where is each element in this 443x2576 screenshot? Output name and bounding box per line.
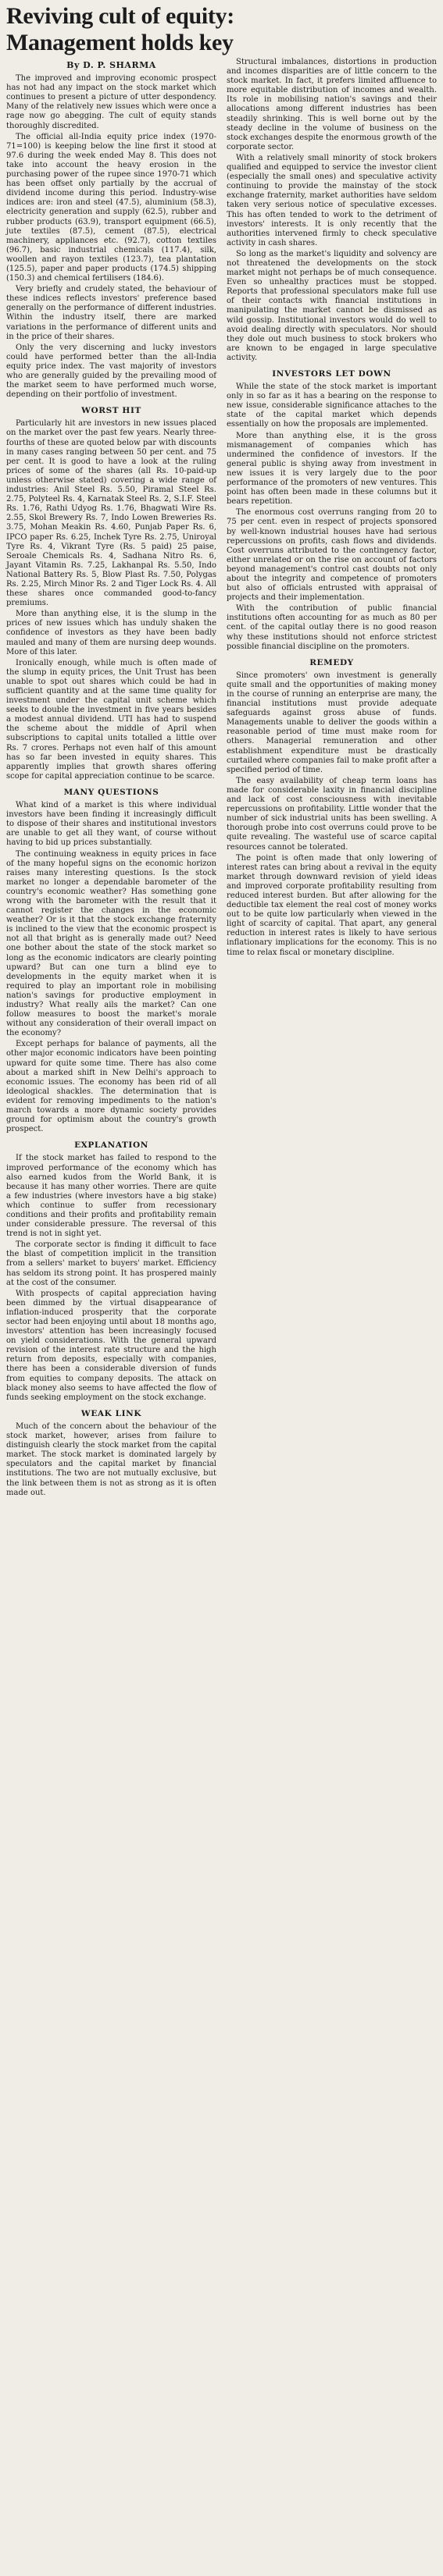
paragraph: With a relatively small minority of stock brokers qualified and equipped to service the investor client (especially the small ones) and speculative activity continuing to provide the mainstay of the stock exchange fraternity, market authorities have seldom taken very serious notice of speculative excesses. This has often tended to work to the detriment of investors' interests. It is only recently that the authorities intervened firmly to check speculative activity in cash shares. — [227, 153, 437, 247]
paragraph: So long as the market's liquidity and solvency are not threatened the developments on the stock market might not perhaps be of much consequence. Even so unhealthy practices must be stopped. Reports that professional speculators make full use of their contacts with financial institutions in manipulating the market cannot be dismissed as wild gossip. Institutional investors would do well to avoid dealing directly with speculators. Nor should they dole out much business to stock brokers who are known to be engaged in large speculative activity. — [227, 249, 437, 362]
subheading: WORST HIT — [81, 406, 141, 416]
paragraph: Structural imbalances, distortions in production and incomes disparities are of little concern to the stock market. In fact, it prefers limited affluence to more equitable distribution of incomes and wealth. Its role in mobilising nation's savings and their allocations among different industries has been steadily shrinking. This is well borne out by the steady decline in the volume of business on the stock exchanges despite the enormous growth of the corporate sector. — [227, 58, 437, 151]
paragraph: With the contribution of public financial institutions often accounting for as much as 80 per cent. of the capital outlay there is no good reason why these institutions should not enforce strictest possible financial discipline on the promoters. — [227, 604, 437, 651]
headline-line-1: Reviving cult of equity: — [6, 3, 234, 29]
paragraph: The improved and improving economic prospect has not had any impact on the stock market which continues to present a picture of utter despondency. Many of the relatively new issues which were once a rage now go abegging. The cult of equity stands thoroughly discredited. — [6, 74, 216, 130]
article-column-right — [227, 58, 437, 1500]
paragraph: Except perhaps for balance of payments, all the other major economic indicators have been pointing upward for quite some time. There has also come about a marked shift in New Delhi's approach to economic issues. The economy has been rid of all ideological shackles. The determination that is evident for removing impediments to the nation's march towards a more dynamic society provides ground for optimism about the country's growth prospect. — [6, 1040, 216, 1134]
byline: By D. P. SHARMA — [66, 60, 156, 70]
paragraph: Very briefly and crudely stated, the behaviour of these indices reflects investors' preference based generally on the performance of different industries. Within the industry itself, there are marked variations in the performance of different units and in the price of their shares. — [6, 285, 216, 341]
subheading: WEAK LINK — [80, 1408, 142, 1418]
paragraph: What kind of a market is this where individual investors have been finding it increasingly difficult to dispose of their shares and institutional investors are unable to get all they want, of course without having to bid up prices substantially. — [6, 801, 216, 848]
paragraph: The official all-India equity price index (1970-71=100) is keeping below the line first it stood at 97.6 during the week ended May 8. This does not take into account the heavy erosion in the purchasing power of the rupee since 1970-71 which has been offset only partially by the accrual of dividend income during this period. Industry-wise indices are: iron and steel (47.5), aluminium (58.3), electricity generation and supply (62.5), rubber and rubber products (63.9), transport equipment (66.5), jute textiles (87.5), cement (87.5), electrical machinery, appliances etc. (92.7), cotton textiles (96.7), basic industrial chemicals (117.4), silk, woollen and rayon textiles (123.7), tea plantation (125.5), paper and paper products (174.5) shipping (150.3) and chemical fertilisers (184.6). — [6, 132, 216, 283]
paragraph: Particularly hit are investors in new issues placed on the market over the past few years. Nearly three-fourths of these are quoted below par with discounts in many cases ranging between 50 per cent. and 75 per cent. It is good to have a look at the ruling prices of some of the shares (all Rs. 10-paid-up unless otherwise stated) covering a wide range of industries: Anil Steel Rs. 5.50, Piramal Steel Rs. 2.75, Polyteel Rs. 4, Karnatak Steel Rs. 2, S.I.F. Steel Rs. 1.76, Rathi Udyog Rs. 1.76, Bhagwati Wire Rs. 2.55, Skol Brewery Rs. 7, Indo Lowen Breweries Rs. 3.75, Mohan Meakin Rs. 4.60, Punjab Paper Rs. 6, IPCO paper Rs. 6.25, Inchek Tyre Rs. 2.75, Uniroyal Tyre Rs. 4, Vikrant Tyre (Rs. 5 paid) 25 paise, Seroale Chemicals Rs. 4, Sadhana Nitro Rs. 6, Jayant Vitamin Rs. 7.25, Lakhanpal Rs. 5.50, Indo National Battery Rs. 5, Blow Plast Rs. 7.50, Polygas Rs. 2.25, Mirch Minor Rs. 2 and Tiger Lock Rs. 4. All these shares once commanded good-to-fancy premiums. — [6, 419, 216, 608]
paragraph: Since promoters' own investment is generally quite small and the opportunities of making money in the course of running an enterprise are many, the financial institutions must provide adequate safeguards against gross abuse of funds. Managements unable to deliver the goods within a reasonable period of time must make room for others. Managerial remuneration and other establishment expenditure must be drastically curtailed where companies fail to make profit after a specified period of time. — [227, 671, 437, 774]
headline-line-2: Management holds key — [6, 30, 234, 55]
article-columns — [6, 58, 437, 1500]
paragraph: The easy availability of cheap term loans has made for considerable laxity in financial discipline and lack of cost consciousness with inevitable repercussions on profitability. Little wonder that the number of sick industrial units has been swelling. A thorough probe into cost overruns could prove to be quite revealing. The wasteful use of scarce capital resources cannot be tolerated. — [227, 776, 437, 852]
article-column-left — [6, 58, 216, 1500]
paragraph: The point is often made that only lowering of interest rates can bring about a revival in the equity market through downward revision of yield ideas and improved corporate profitability resulting from reduced interest burden. But after allowing for the deductible tax element the real cost of money works out to be quite low particularly when viewed in the light of scarcity of capital. That apart, any general reduction in interest rates is likely to have serious inflationary implications for the economy. This is no time to relax fiscal or monetary discipline. — [227, 853, 437, 957]
headline — [6, 3, 437, 56]
paragraph: More than anything else, it is the slump in the prices of new issues which has unduly shaken the confidence of investors as they have been badly mauled and many of them are nursing deep wounds. More of this later. — [6, 610, 216, 656]
subheading: MANY QUESTIONS — [63, 787, 159, 797]
paragraph: If the stock market has failed to respond to the improved performance of the economy which has also earned kudos from the World Bank, it is because it has many other worries. There are quite a few industries (where investors have a big stake) which continue to suffer from recessionary conditions and their profits and profitability remain under considerable pressure. The reversal of this trend is not in sight yet. — [6, 1154, 216, 1239]
paragraph: More than anything else, it is the gross mismanagement of companies which has undermined the confidence of investors. If the general public is shying away from investment in new issues it is very largely due to the poor performance of the promoters of new ventures. This point has often been made in these columns but it bears repetition. — [227, 431, 437, 507]
subheading: EXPLANATION — [74, 1140, 148, 1151]
paragraph: The enormous cost overruns ranging from 20 to 75 per cent. even in respect of projects sponsored by well-known industrial houses have had serious repercussions on profits, cash flows and dividends. Cost overruns attributed to the contingency factor, either unrelated or on the rise on account of factors beyond management's control cast doubts not only about the integrity and competence of promoters but also of officials entrusted with appraisal of projects and their implementation. — [227, 508, 437, 603]
paragraph: While the state of the stock market is important only in so far as it has a bearing on the response to new issue, considerable significance attaches to the state of the capital market which depends essentially on how the proposals are implemented. — [227, 382, 437, 429]
paragraph: With prospects of capital appreciation having been dimmed by the virtual disappearance of inflation-induced prosperity that the corporate sector had been enjoying until about 18 months ago, investors' attention has been increasingly focused on yield considerations. With the general upward revision of the interest rate structure and the high return from deposits, especially with companies, there has been a considerable diversion of funds from equities to company deposits. The attack on black money also seems to have affected the flow of funds seeking employment on the stock exchange. — [6, 1289, 216, 1402]
subheading: REMEDY — [309, 657, 354, 667]
paragraph: Ironically enough, while much is often made of the slump in equity prices, the Unit Trust has been unable to spot out shares which could be had in sufficient quantity and at the same time quality for investment under the capital unit scheme which seeks to double the investment in five years besides a modest annual dividend. UTI has had to suspend the scheme about the middle of April when subscriptions to capital units totalled a little over Rs. 7 crores. Perhaps not even half of this amount has so far been invested in equity shares. This apparently implies that growth shares offering scope for capital appreciation continue to be scarce. — [6, 658, 216, 781]
subheading: INVESTORS LET DOWN — [272, 369, 391, 379]
paragraph: The corporate sector is finding it difficult to face the blast of competition implicit in the transition from a sellers' market to buyers' market. Efficiency has seldom its strong point. It has prospered mainly at the cost of the consumer. — [6, 1240, 216, 1287]
paragraph: Only the very discerning and lucky investors could have performed better than the all-India equity price index. The vast majority of investors who are generally guided by the prevailing mood of the market seem to have performed much worse, depending on their portfolio of investment. — [6, 343, 216, 400]
paragraph: Much of the concern about the behaviour of the stock market, however, arises from failure to distinguish clearly the stock market from the capital market. The stock market is dominated largely by speculators and the capital market by financial institutions. The two are not mutually exclusive, but the link between them is not as strong as it is often made out. — [6, 1421, 216, 1497]
paragraph: The continuing weakness in equity prices in face of the many hopeful signs on the economic horizon raises many interesting questions. Is the stock market no longer a dependable barometer of the country's economic weather? Has something gone wrong with the barometer with the result that it cannot register the changes in the economic weather? Or is it that the stock exchange fraternity is inclined to the view that the economic prospect is not all that bright as is generally made out? Need one bother about the state of the stock market so long as the economic indicators are clearly pointing upward? But can one turn a blind eye to developments in the equity market when it is required to play an important role in mobilising nation's savings for productive employment in industry? What really ails the market? Can one follow measures to boost the market's morale without any consideration of their overall impact on the economy? — [6, 849, 216, 1038]
